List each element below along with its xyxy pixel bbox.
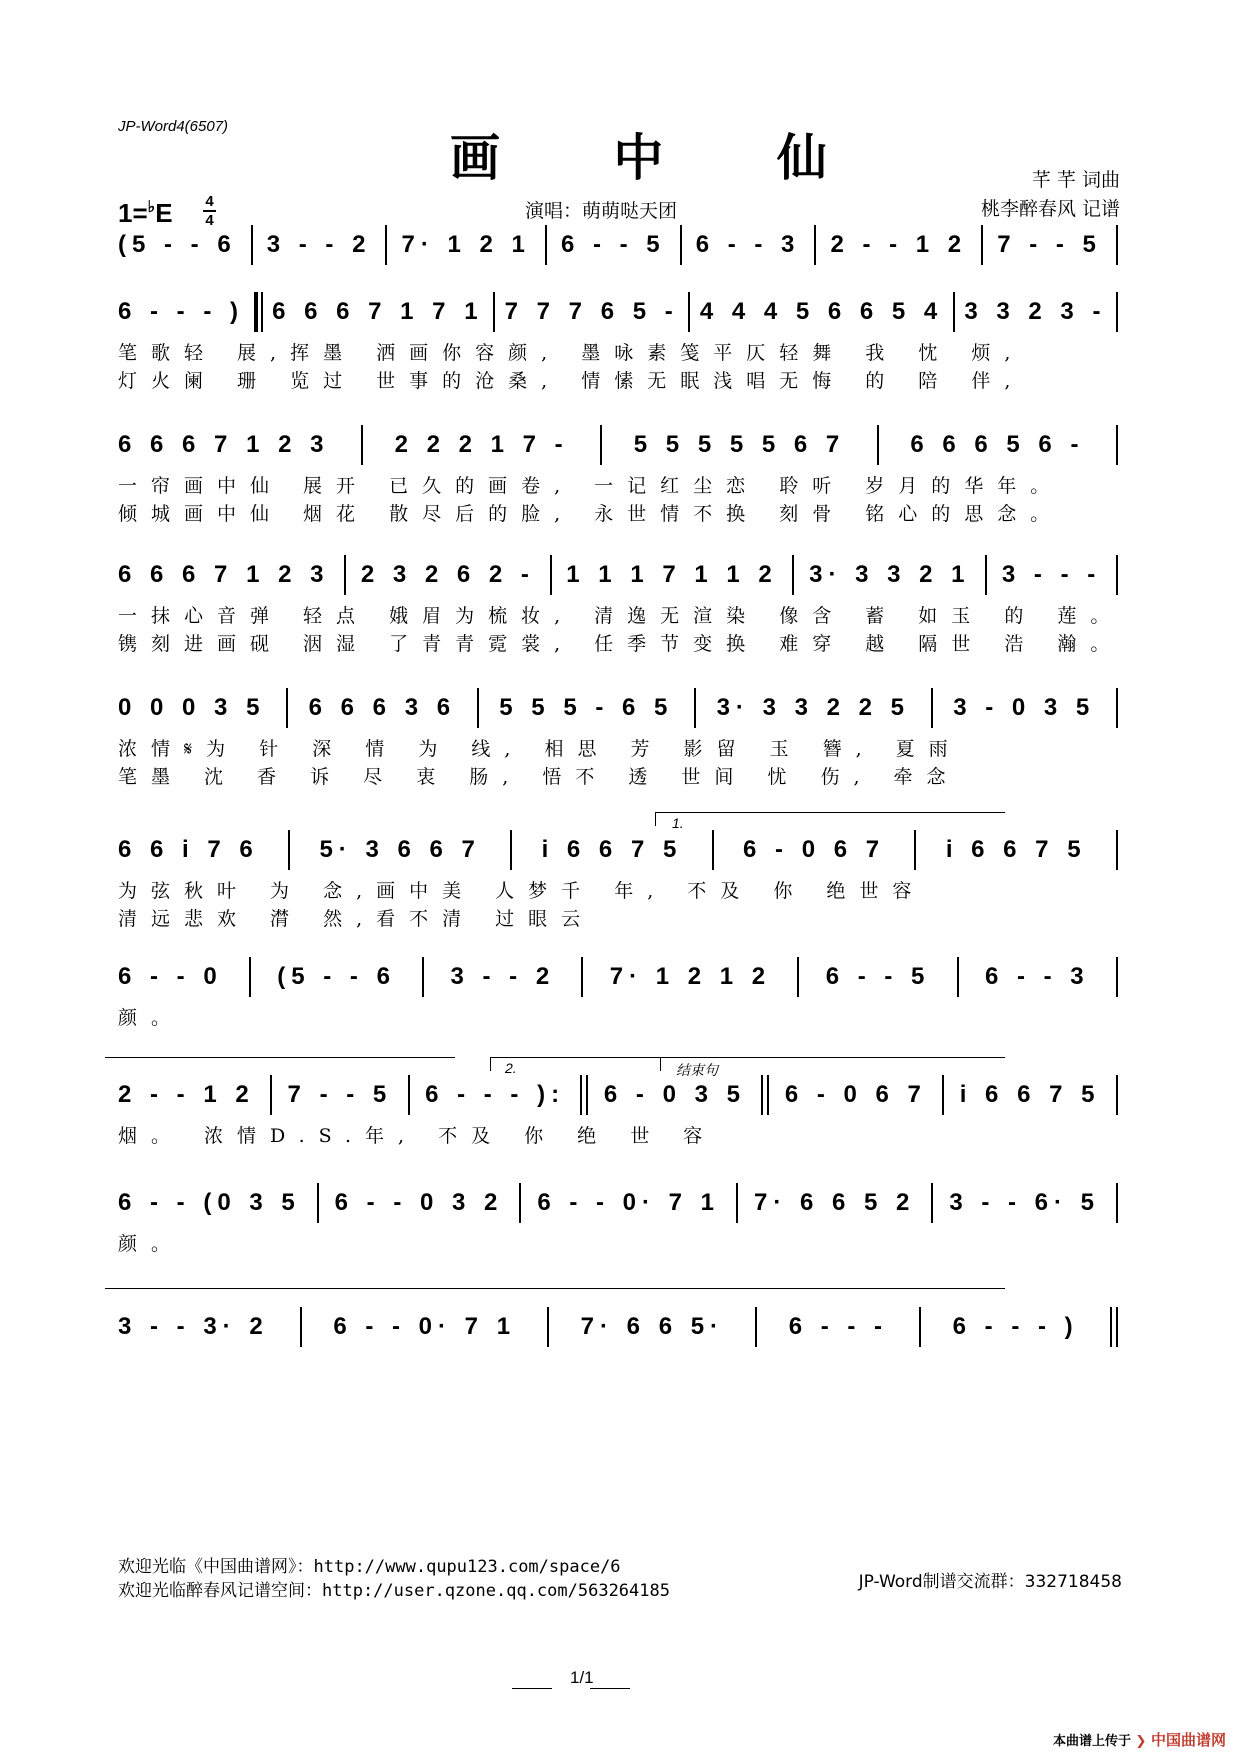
measure: 7 - - 5 (287, 1081, 393, 1108)
barline (953, 292, 955, 332)
measure: 3 - - 3· 2 (118, 1313, 269, 1340)
barline (1116, 957, 1118, 997)
barline (1116, 225, 1118, 265)
lyric-line: 颜。 (118, 1007, 185, 1029)
notation-line-8 (118, 1075, 1118, 1115)
barline (422, 957, 424, 997)
double-barline (1110, 1307, 1118, 1347)
barline (286, 688, 288, 728)
lyric-line: 清远悲欢 潸 然,看不清 过眼云 (118, 908, 595, 930)
barline (408, 1075, 410, 1115)
barline (694, 688, 696, 728)
notation-line-4 (118, 555, 1118, 595)
barline (985, 555, 987, 595)
transcriber: 桃李醉春风 记谱 (980, 198, 1120, 220)
measure: 5· 3 6 6 7 (319, 836, 481, 863)
coda-bracket (105, 1288, 1005, 1289)
measure: 6 6 i 7 6 (118, 836, 259, 863)
lyric-line: 颜。 (118, 1233, 185, 1255)
site-logo-icon: ❯ (1135, 1734, 1147, 1749)
upload-credit (1053, 1729, 1226, 1750)
coda-tick (660, 1057, 661, 1071)
barline (361, 425, 363, 465)
barline (680, 225, 682, 265)
barline (477, 688, 479, 728)
key-letter: E (155, 198, 173, 228)
barline (1116, 688, 1118, 728)
lyricist-composer: 芊 芊 词曲 (1031, 169, 1120, 191)
barline (344, 555, 346, 595)
barline (581, 957, 583, 997)
page-rule-right (590, 1688, 630, 1689)
measure: 6 - - - ) (952, 1313, 1079, 1340)
barline (251, 225, 253, 265)
time-sig-bottom: 4 (205, 212, 214, 229)
measure: (5 - - 6 (277, 963, 396, 990)
measure: 6 - - 3 (695, 231, 801, 258)
measure: 6 - - 0 3 2 (334, 1189, 504, 1216)
measure: 5 5 5 5 5 6 7 (633, 431, 846, 458)
measure: i 6 6 7 5 (541, 836, 683, 863)
barline (1116, 425, 1118, 465)
barline (270, 1075, 272, 1115)
measure: i 6 6 7 5 (959, 1081, 1101, 1108)
measure: 7 7 7 6 5 - (504, 298, 679, 325)
barline (736, 1183, 738, 1223)
measure: 2 3 2 6 2 - (360, 561, 535, 588)
barline (688, 292, 690, 332)
page-number: 1/1 (570, 1668, 594, 1687)
lyric-line: 一帘画中仙 展开 已久的画卷, 一记红尘恋 聆听 岁月的华年。 (118, 475, 1064, 497)
coda-label: 结束句 (676, 1062, 718, 1078)
barline (957, 957, 959, 997)
measure: 7· 6 6 5 2 (753, 1189, 916, 1216)
measure: 3 - - 2 (450, 963, 556, 990)
measure: 6 6 6 7 1 7 1 (272, 298, 484, 325)
barline (797, 957, 799, 997)
measure: 6 6 6 5 6 - (910, 431, 1085, 458)
barline (493, 292, 495, 332)
measure: 3 - - - (1001, 561, 1102, 588)
measure: 3 - - 6· 5 (949, 1189, 1101, 1216)
upload-prefix: 本曲谱上传于 (1053, 1734, 1132, 1749)
measure: 2 2 2 1 7 - (394, 431, 569, 458)
singer: 演唱：萌萌哒天团 (525, 200, 678, 222)
barline (1116, 1075, 1118, 1115)
footer-line-1: 欢迎光临《中国曲谱网》：http://www.qupu123.com/space/6 (118, 1557, 621, 1577)
measure: 6 - - - ): (425, 1081, 566, 1108)
measure: 3· 3 3 2 1 (809, 561, 971, 588)
ending-label-2: 2. (505, 1060, 517, 1076)
lyric-line: 一抹心音弹 轻点 娥眉为梳妆, 清逸无渲染 像含 蓄 如玉 的 莲。 (118, 605, 1124, 627)
lyric-line: 镌刻进画砚 洇湿 了青青霓裳, 任季节变换 难穿 越 隔世 浩 瀚。 (118, 633, 1124, 655)
barline (550, 555, 552, 595)
lyric-line: 笔歌轻 展,挥墨 洒画你容颜, 墨咏素笺平仄轻舞 我 忱 烦, (118, 342, 1025, 364)
time-signature (203, 193, 216, 229)
measure: 6 - 0 3 5 (603, 1081, 746, 1108)
notation-line-1 (118, 225, 1118, 265)
ending-tick-2 (490, 1057, 491, 1071)
measure: 7 - - 5 (997, 231, 1102, 258)
measure: 6 6 6 7 1 2 3 (118, 561, 330, 588)
barline (712, 830, 714, 870)
measure: 6 - - - (788, 1313, 889, 1340)
double-barline (580, 1075, 588, 1115)
measure: 6 - - - ) (118, 298, 244, 325)
qq-group: JP-Word制谱交流群：332718458 (858, 1572, 1122, 1592)
barline (510, 830, 512, 870)
barline (792, 555, 794, 595)
measure: 6 - - 5 (560, 231, 666, 258)
measure: 6 6 6 7 1 2 3 (118, 431, 330, 458)
measure: 7· 1 2 1 2 (609, 963, 772, 990)
lyric-line: 笔墨 沈 香 诉 尽 衷 肠, 悟不 透 世间 忧 伤, 牵念 (118, 766, 960, 788)
measure: 4 4 4 5 6 6 5 4 (699, 298, 944, 325)
song-title: 画 中 仙 (450, 128, 875, 187)
notation-line-2 (118, 292, 1118, 332)
measure: 6 - 0 6 7 (784, 1081, 927, 1108)
flat-sign: ♭ (147, 199, 156, 216)
barline (545, 225, 547, 265)
barline (600, 425, 602, 465)
double-barline (761, 1075, 769, 1115)
upload-brand: 中国曲谱网 (1150, 1731, 1226, 1749)
notation-line-3 (118, 425, 1118, 465)
key-prefix: 1= (118, 198, 148, 228)
lyric-line: 浓情𝄋为 针 深 情 为 线, 相思 芳 影留 玉 簪, 夏雨 (118, 738, 962, 760)
measure: i 6 6 7 5 (945, 836, 1087, 863)
lyric-line: 为弦秋叶 为 念,画中美 人梦千 年, 不及 你 绝世容 (118, 880, 926, 902)
barline (1116, 1183, 1118, 1223)
barline (931, 688, 933, 728)
lyric-line: 烟。 浓情D.S.年, 不及 你 绝 世 容 (118, 1125, 717, 1147)
barline (981, 225, 983, 265)
ending-bracket-2 (490, 1057, 1005, 1058)
barline (317, 1183, 319, 1223)
barline (877, 425, 879, 465)
measure: 6 - - 5 (825, 963, 931, 990)
barline (919, 1307, 921, 1347)
measure: 3 - 0 3 5 (953, 694, 1096, 721)
measure: (5 - - 6 (118, 231, 237, 258)
barline (547, 1307, 549, 1347)
footer-line-2: 欢迎光临醉春风记谱空间：http://user.qzone.qq.com/563264185 (118, 1581, 670, 1601)
lyric-line: 倾城画中仙 烟花 散尽后的脸, 永世情不换 刻骨 铭心的思念。 (118, 503, 1064, 525)
notation-line-9 (118, 1183, 1118, 1223)
barline (249, 957, 251, 997)
barline (942, 1075, 944, 1115)
measure: 6 6 6 3 6 (308, 694, 457, 721)
credits (981, 166, 1120, 224)
measure: 6 - - 3 (984, 963, 1090, 990)
barline (300, 1307, 302, 1347)
measure: 6 - - 0 (118, 963, 223, 990)
page-rule-left (512, 1688, 552, 1689)
barline (1116, 830, 1118, 870)
notation-line-7 (118, 957, 1118, 997)
barline (914, 830, 916, 870)
measure: 6 - 0 6 7 (743, 836, 886, 863)
barline (755, 1307, 757, 1347)
measure: 3 - - 2 (266, 231, 372, 258)
measure: 3 3 2 3 - (964, 298, 1107, 325)
software-label: JP-Word4(6507) (118, 118, 229, 135)
measure: 7· 1 2 1 (401, 231, 531, 258)
ending-bracket-1-cont (105, 1057, 455, 1058)
notation-line-5 (118, 688, 1118, 728)
barline (288, 830, 290, 870)
measure: 6 - - 0· 7 1 (333, 1313, 517, 1340)
measure: 2 - - 1 2 (830, 231, 968, 258)
ending-tick-1 (655, 812, 656, 826)
barline (519, 1183, 521, 1223)
ending-bracket-1 (655, 812, 1005, 813)
measure: 1 1 1 7 1 1 2 (566, 561, 778, 588)
ending-label-1: 1. (672, 815, 684, 831)
footer-links (118, 1555, 670, 1603)
measure: 0 0 0 3 5 (118, 694, 266, 721)
notation-line-10 (118, 1307, 1118, 1347)
measure: 7· 6 6 5· (580, 1313, 725, 1340)
barline (814, 225, 816, 265)
measure: 2 - - 1 2 (118, 1081, 255, 1108)
repeat-start-barline (254, 292, 263, 332)
barline (1116, 555, 1118, 595)
barline (931, 1183, 933, 1223)
barline (1116, 292, 1118, 332)
measure: 3· 3 3 2 2 5 (716, 694, 910, 721)
measure: 5 5 5 - 6 5 (499, 694, 674, 721)
measure: 6 - - (0 3 5 (118, 1189, 301, 1216)
measure: 6 - - 0· 7 1 (537, 1189, 721, 1216)
time-sig-top: 4 (205, 193, 214, 210)
lyric-line: 灯火阑 珊 览过 世事的沧桑, 情愫无眠浅唱无悔 的 陪 伴, (118, 370, 1025, 392)
notation-line-6 (118, 830, 1118, 870)
barline (385, 225, 387, 265)
